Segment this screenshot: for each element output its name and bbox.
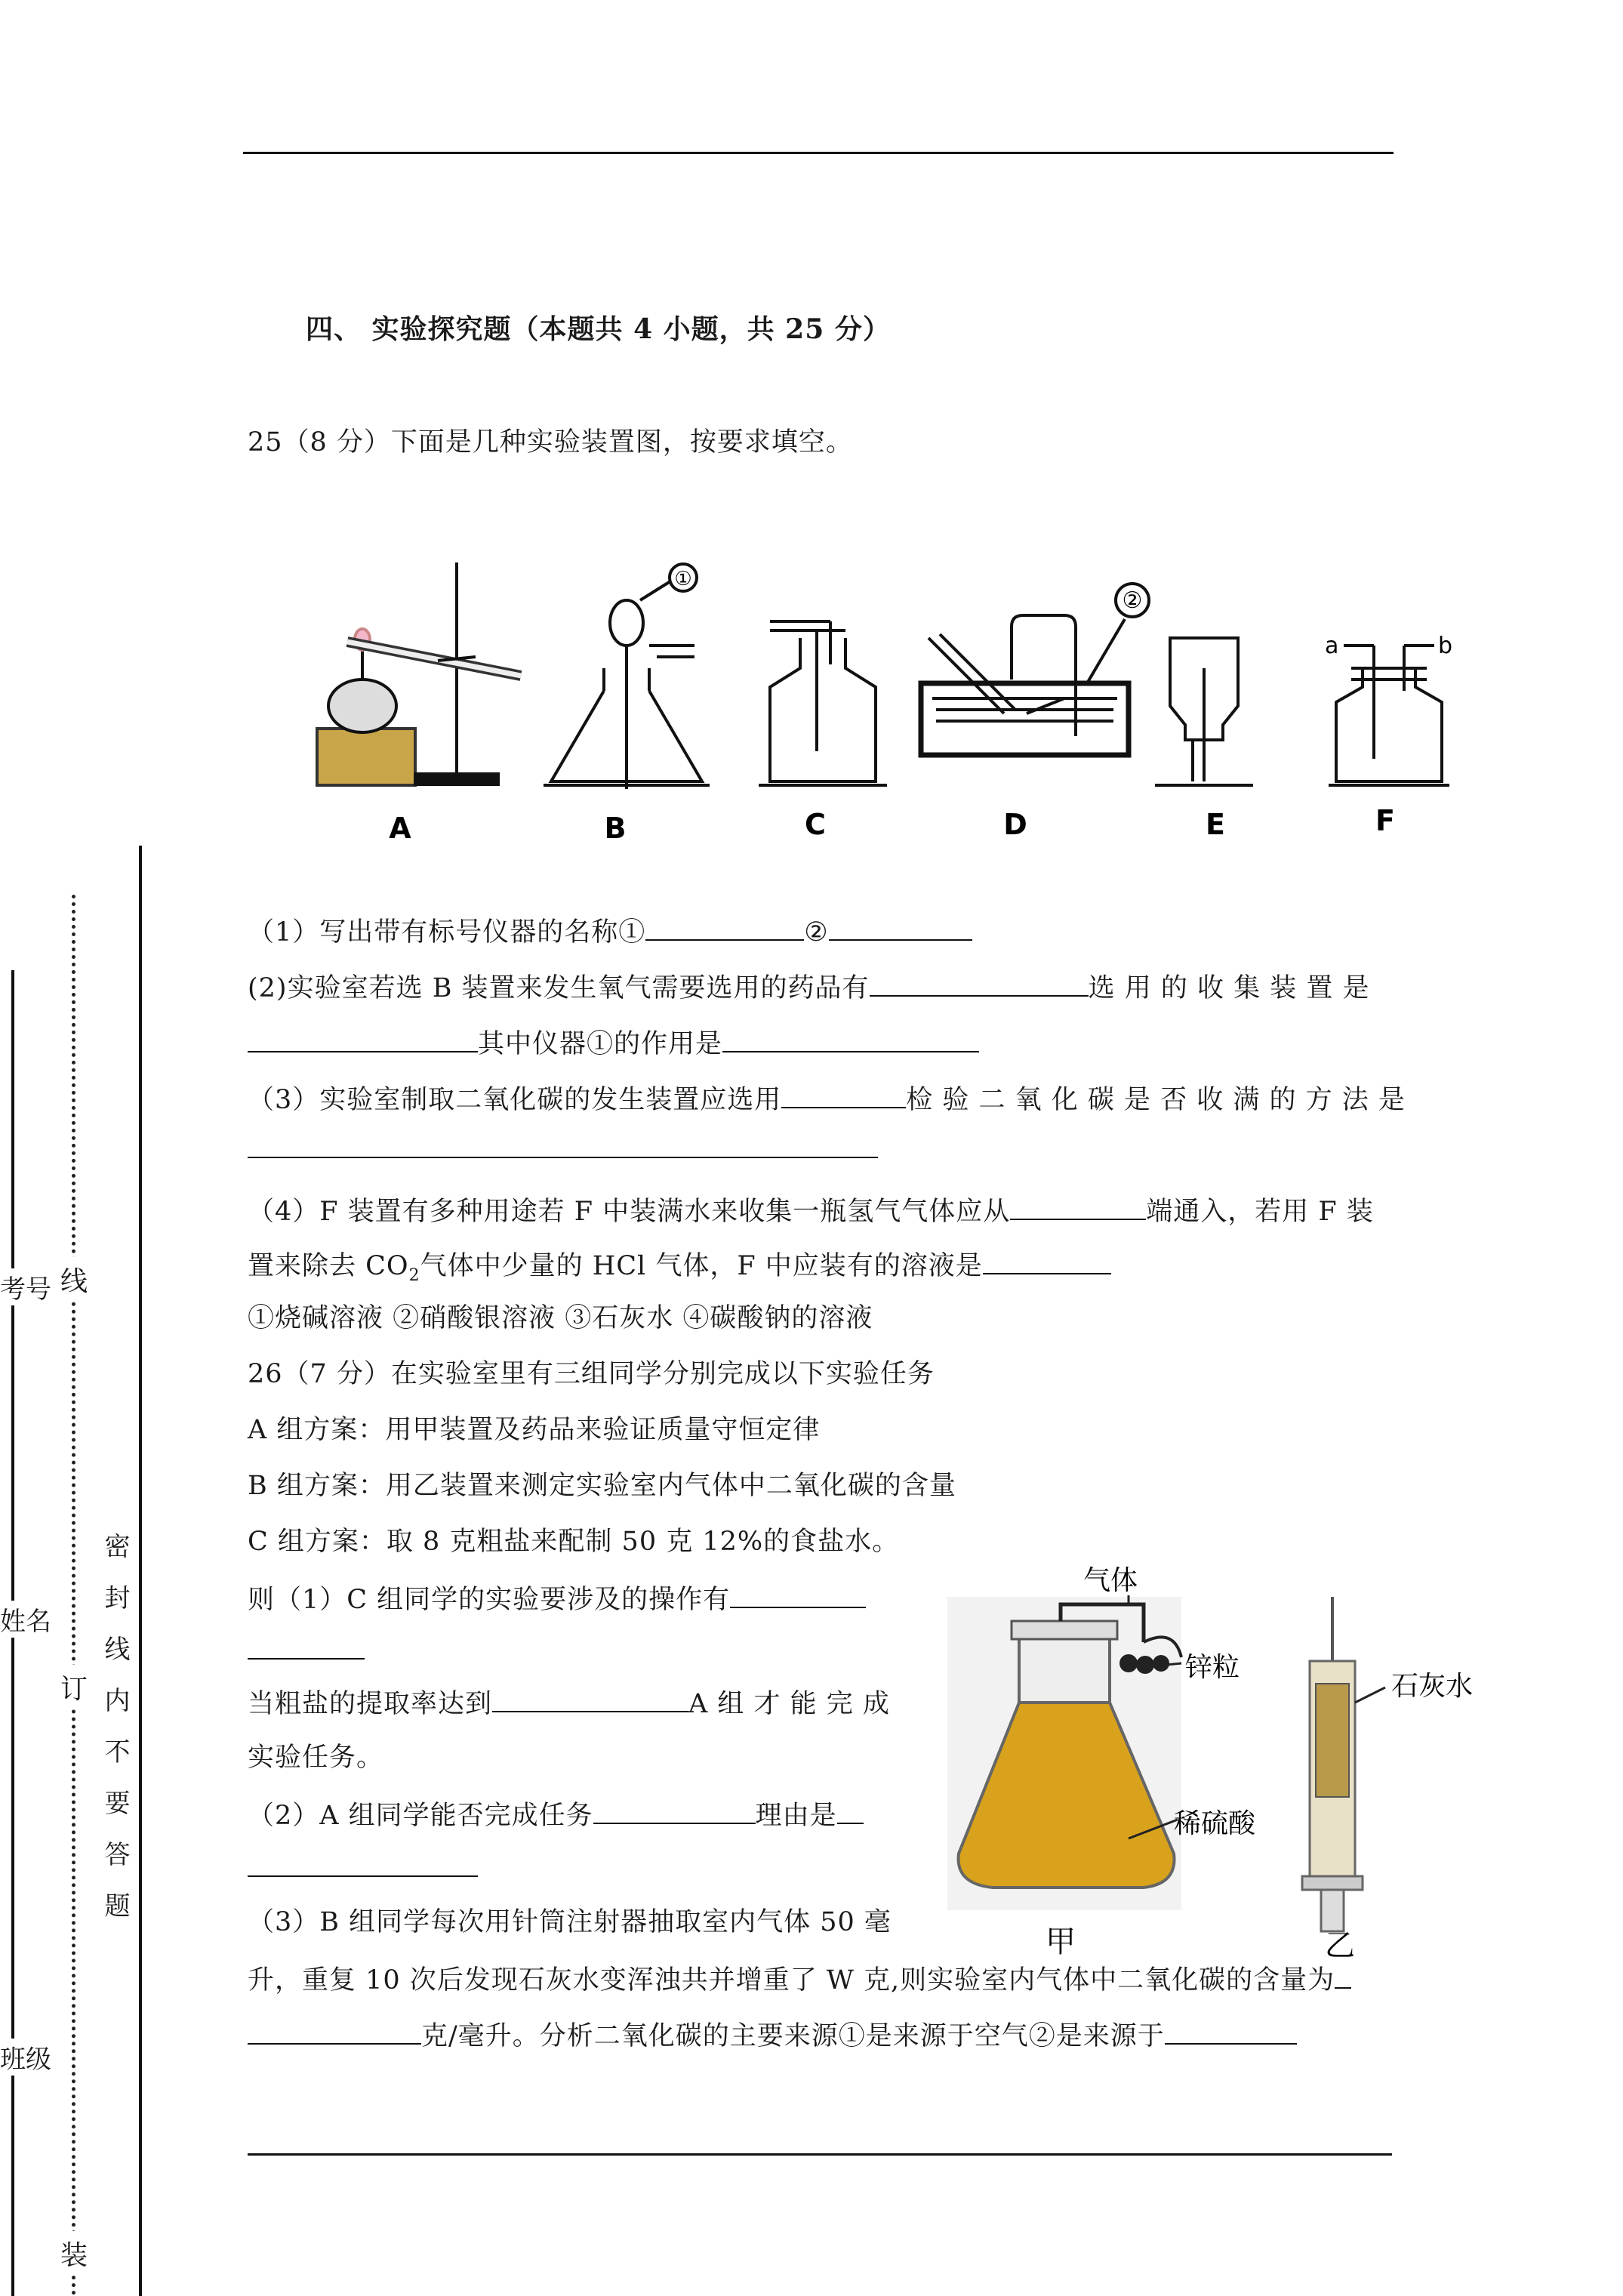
label-zinc: 锌粒 [1185, 1652, 1240, 1683]
apparatus-e-drawing [1155, 638, 1253, 785]
answer-blank[interactable] [781, 1081, 906, 1108]
q25-part4 [248, 1193, 1374, 1228]
answer-blank[interactable] [870, 969, 1089, 997]
q25-part4b-post: 气体中少量的 HCl 气体，F 中应装有的溶液是 [420, 1251, 983, 1281]
apparatus-c-drawing [759, 621, 887, 785]
q25-part4-tail: 端通入，若用 F 装 [1146, 1197, 1374, 1227]
q26-part1c [248, 1685, 890, 1721]
answer-blank[interactable] [722, 1025, 979, 1052]
binding-line-outer [139, 846, 142, 2296]
student-banji-label: 班级 [0, 2039, 51, 2076]
student-xingming-label: 姓名 [0, 1601, 51, 1638]
student-kaohao-label: 考号 [0, 1268, 51, 1305]
answer-blank[interactable] [829, 914, 972, 941]
answer-blank[interactable] [1010, 1193, 1146, 1220]
q25-options: ①烧碱溶液 ②硝酸银溶液 ③石灰水 ④碳酸钠的溶液 [248, 1303, 873, 1333]
apparatus-b-drawing [544, 564, 710, 789]
marker-2: ② [1122, 587, 1143, 614]
q25-part2 [248, 969, 1369, 1005]
apparatus-label-b: B [604, 812, 627, 845]
q26-part3b [248, 1962, 1351, 1997]
answer-blank[interactable] [645, 914, 804, 941]
q25-stem: 25（8 分）下面是几种实验装置图，按要求填空。 [248, 427, 853, 458]
q25-part2-tail: 选 用 的 收 集 装 置 是 [1088, 973, 1370, 1003]
answer-blank[interactable] [837, 1797, 864, 1824]
apparatus-label-d: D [1003, 808, 1027, 841]
answer-blank[interactable] [248, 2017, 421, 2045]
marker-1: ① [674, 568, 692, 590]
q26-stem: 26（7 分）在实验室里有三组同学分别完成以下实验任务 [248, 1359, 935, 1389]
q26-part2-text: （2）A 组同学能否完成任务 [248, 1801, 593, 1831]
q26-part1c-post: A 组 才 能 完 成 [688, 1689, 890, 1719]
q26-part2 [248, 1797, 864, 1832]
answer-blank[interactable] [593, 1797, 756, 1824]
answer-blank[interactable] [1165, 2017, 1297, 2045]
apparatus-figure [302, 555, 1495, 857]
margin-xian: 线 [60, 1257, 88, 1302]
flask-jia-drawing [947, 1595, 1181, 1910]
apparatus-f-drawing [1329, 646, 1449, 785]
apparatus-label-a: A [389, 812, 411, 845]
q25-part1-mid: ② [804, 917, 829, 948]
q25-part2b-mid: 其中仪器①的作用是 [478, 1029, 723, 1059]
apparatus-label-f: F [1375, 804, 1395, 837]
margin-zhuang: 装 [60, 2231, 88, 2276]
q25-part2-text: (2)实验室若选 B 装置来发生氧气需要选用的药品有 [248, 973, 870, 1003]
binding-dotted-line [72, 895, 75, 2296]
answer-blank[interactable] [492, 1685, 688, 1712]
q26-part2-mid: 理由是 [755, 1801, 837, 1831]
q26-a-plan: A 组方案：用甲装置及药品来验证质量守恒定律 [248, 1415, 821, 1445]
section-title: 四、 实验探究题（本题共 4 小题，共 25 分） [306, 313, 891, 345]
q25-part4-text: （4）F 装置有多种用途若 F 中装满水来收集一瓶氢气气体应从 [248, 1197, 1011, 1227]
answer-blank[interactable] [730, 1581, 866, 1608]
q26-b-plan: B 组方案：用乙装置来测定实验室内气体中二氧化碳的含量 [248, 1471, 956, 1501]
q26-part3c-mid: 克/毫升。分析二氧化碳的主要来源①是来源于空气②是来源于 [421, 2021, 1165, 2051]
apparatus-label-e: E [1206, 808, 1225, 841]
seal-notice: 密封线内不要答题 [100, 1533, 130, 1943]
q25-part4b [248, 1247, 1111, 1293]
q25-part4b-pre: 置来除去 CO [248, 1251, 409, 1281]
q26-part1c-pre: 当粗盐的提取率达到 [248, 1689, 493, 1719]
q26-part3b-text: 升，重复 10 次后发现石灰水变浑浊共并增重了 W 克,则实验室内气体中二氧化碳的含量为 [248, 1965, 1335, 1996]
q25-part1-text: （1）写出带有标号仪器的名称① [248, 917, 646, 948]
q25-part3-tail: 检 验 二 氧 化 碳 是 否 收 满 的 方 法 是 [906, 1085, 1406, 1115]
q26-part1 [248, 1581, 866, 1616]
header-rule [243, 152, 1394, 154]
q26-figure [947, 1552, 1536, 1963]
footer-rule [248, 2153, 1392, 2156]
answer-blank[interactable] [983, 1247, 1111, 1274]
q26-part3: （3）B 组同学每次用针筒注射器抽取室内气体 50 毫 [248, 1907, 892, 1937]
margin-ding: 订 [60, 1665, 88, 1709]
q25-part3-text: （3）实验室制取二氧化碳的发生装置应选用 [248, 1085, 782, 1115]
syringe-yi-drawing [1302, 1597, 1385, 1931]
apparatus-label-c: C [805, 808, 826, 841]
q25-part1 [248, 914, 972, 949]
port-a-label: a [1325, 633, 1339, 659]
answer-blank[interactable] [248, 1025, 478, 1052]
q25-part2b [248, 1025, 979, 1061]
q26-part1d: 实验任务。 [248, 1743, 384, 1773]
co2-subscript: 2 [408, 1266, 420, 1285]
label-limewater: 石灰水 [1391, 1671, 1474, 1702]
apparatus-a-drawing [317, 562, 521, 785]
q26-part2-answer-line[interactable] [248, 1875, 478, 1877]
label-jia: 甲 [1046, 1925, 1076, 1959]
apparatus-d-drawing [921, 584, 1149, 755]
label-acid: 稀硫酸 [1174, 1808, 1256, 1839]
label-gas: 气体 [1083, 1565, 1138, 1596]
answer-blank[interactable] [1335, 1962, 1351, 1989]
port-b-label: b [1438, 633, 1453, 659]
q25-part3 [248, 1081, 1406, 1117]
q26-c-plan: C 组方案：取 8 克粗盐来配制 50 克 12%的食盐水。 [248, 1527, 900, 1557]
q26-part1-text: 则（1）C 组同学的实验要涉及的操作有 [248, 1585, 731, 1615]
q26-part3c [248, 2017, 1297, 2053]
q25-part3-answer-line[interactable] [248, 1157, 878, 1158]
q26-part1-answer-line[interactable] [248, 1658, 365, 1660]
label-yi: 乙 [1325, 1928, 1355, 1963]
